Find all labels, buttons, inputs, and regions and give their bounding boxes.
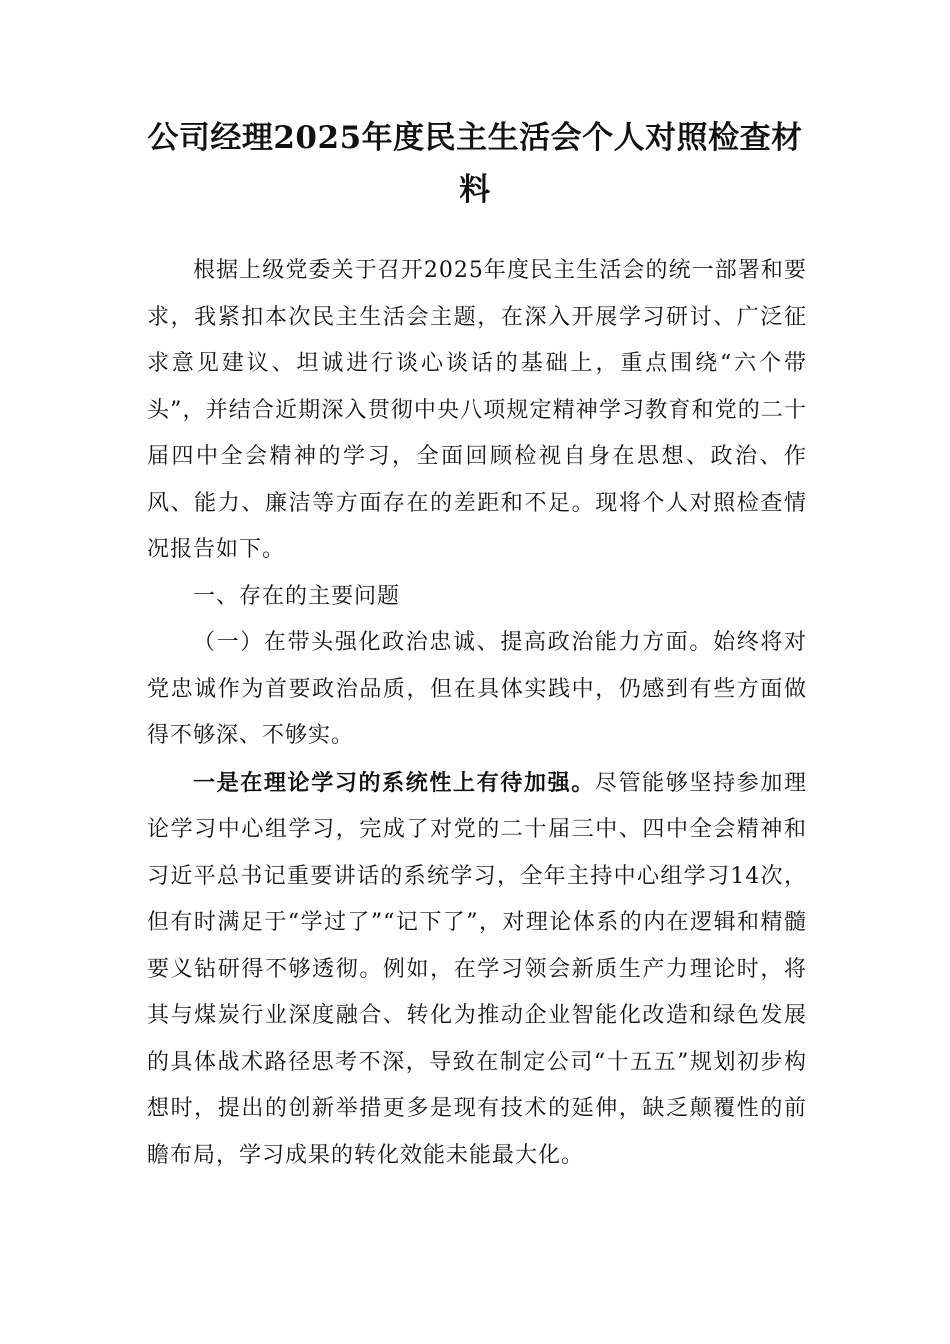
point-body: 尽管能够坚持参加理论学习中心组学习，完成了对党的二十届三中、四中全会精神和习近平总书记重要讲话的系统学习，全年主持中心组学习14次，但有时满足于“学过了”“记下了”，对理论体系的内在逻辑和精髓要义钻研得不够透彻。例如，在学习领会新质生产力理论时，将其与煤炭行业深度融合、转化为推动企业智能化改造和绿色发展的具体战术路径思考不深，导致在制定公司“十五五”规划初步构想时，提出的创新举措更多是现有技术的延伸，缺乏颠覆性的前瞻布局，学习成果的转化效能未能最大化。 <box>147 770 807 1168</box>
subsection-paragraph: （一）在带头强化政治忠诚、提高政治能力方面。始终将对党忠诚作为首要政治品质，但在具体实践中，仍感到有些方面做得不够深、不够实。 <box>147 630 807 748</box>
document-body <box>147 248 807 1179</box>
document-title: 公司经理2025年度民主生活会个人对照检查材料 <box>147 120 803 208</box>
section-heading: 一、存在的主要问题 <box>193 583 401 609</box>
point-lead: 一是在理论学习的系统性上有待加强。 <box>193 769 595 796</box>
point-paragraph <box>147 760 807 1180</box>
intro-paragraph: 根据上级党委关于召开2025年度民主生活会的统一部署和要求，我紧扣本次民主生活会主题，在深入开展学习研讨、广泛征求意见建议、坦诚进行谈心谈话的基础上，重点围绕“六个带头”，并结合近期深入贯彻中央八项规定精神学习教育和党的二十届四中全会精神的学习，全面回顾检视自身在思想、政治、作风、能力、廉洁等方面存在的差距和不足。现将个人对照检查情况报告如下。 <box>147 258 807 562</box>
